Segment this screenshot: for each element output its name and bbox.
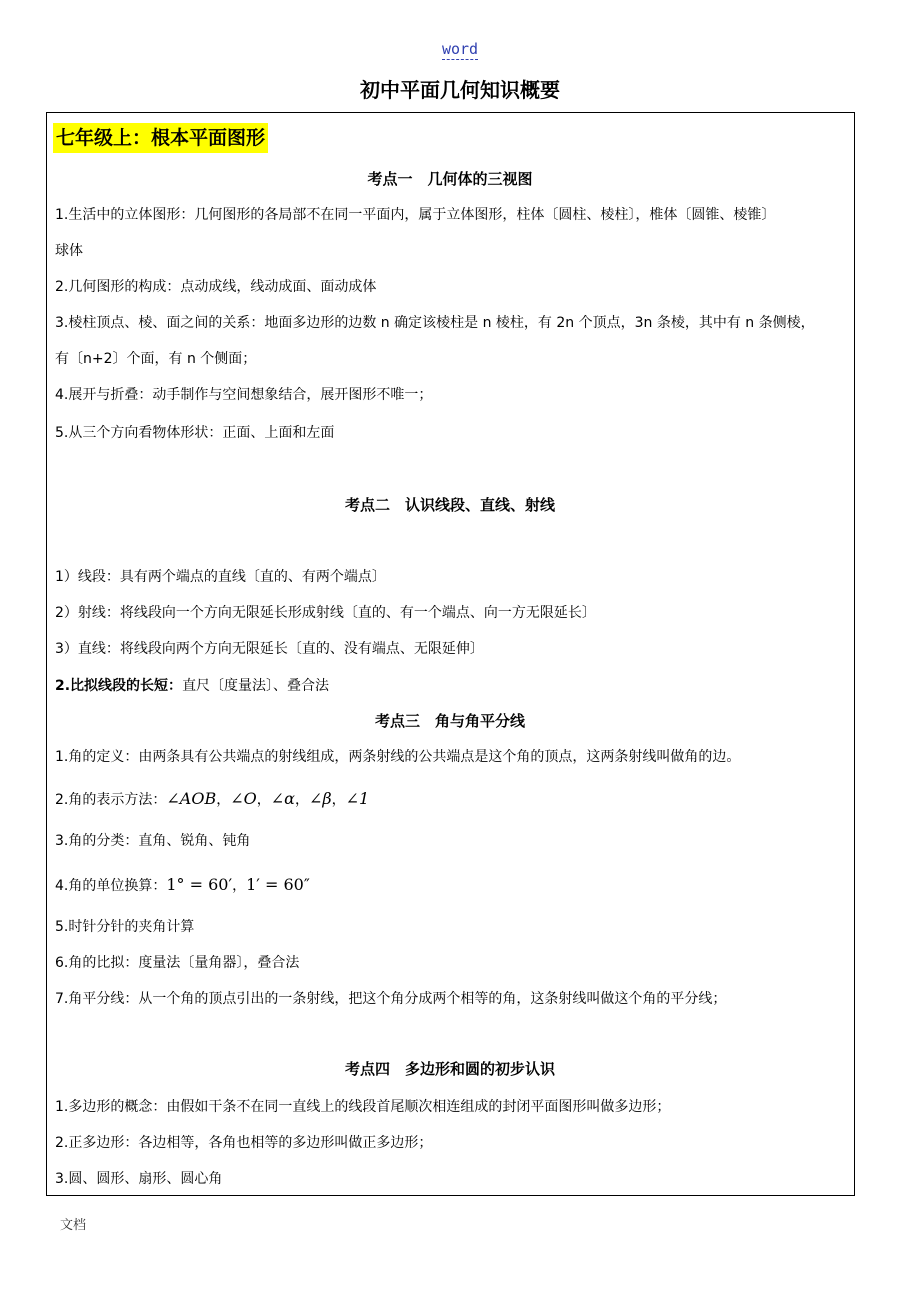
topic3-bisector: 7.角平分线：从一个角的顶点引出的一条射线，把这个角分成两个相等的角，这条射线叫做这个角的平分线； [55,991,727,1007]
header-word [0,40,920,58]
topic4-line: 3.圆、圆形、扇形、圆心角 [55,1171,223,1187]
section-title: 七年级上：根本平面图形 [53,123,268,153]
math-angle-beta: ∠β [308,789,332,808]
topic1-line: 4.展开与折叠：动手制作与空间想象结合，展开图形不唯一； [55,387,433,403]
topic4-line: 2.正多边形：各边相等，各角也相等的多边形叫做正多边形； [55,1135,433,1151]
math-angle-alpha: ∠α [270,789,295,808]
math-angle-o: ∠O [230,789,257,808]
header-word-text: word [441,40,479,58]
separator: ， [232,878,247,894]
topic3-classification: 3.角的分类：直角、锐角、钝角 [55,833,251,849]
topic1-line: 1.生活中的立体图形：几何图形的各局部不在同一平面内，属于立体图形，柱体〔圆柱、棱柱〕，椎体〔圆锥、棱锥〕 [55,207,776,223]
topic3-unit-conversion [55,875,850,896]
math-minute-conversion: 1′ = 60″ [246,875,310,894]
topic2-line: 3）直线：将线段向两个方向无限延长〔直的、没有端点、无限延伸〕 [55,641,484,657]
topic2-line: 1）线段：具有两个端点的直线〔直的、有两个端点〕 [55,569,386,585]
topic2-heading: 考点二 认识线段、直线、射线 [344,496,555,514]
topic4-heading: 考点四 多边形和圆的初步认识 [344,1060,555,1078]
topic2-line: 2）射线：将线段向一个方向无限延长形成射线〔直的、有一个端点、向一方无限延长〕 [55,605,596,621]
content-frame [46,112,855,1196]
topic3-repr-label: 2.角的表示方法： [55,792,167,808]
topic1-line: 球体 [55,243,83,259]
topic1-line: 5.从三个方向看物体形状：正面、上面和左面 [55,425,335,441]
topic2-compare-text: 直尺〔度量法〕、叠合法 [182,678,330,694]
separator: ， [331,792,346,808]
topic3-unit-label: 4.角的单位换算： [55,878,167,894]
topic3-compare: 6.角的比拟：度量法〔量角器〕，叠合法 [55,955,300,971]
math-angle-aob: ∠AOB [166,789,217,808]
footer-label: 文档 [60,1218,87,1233]
topic2-compare [55,676,850,696]
topic1-heading: 考点一 几何体的三视图 [367,170,533,188]
topic1-line: 有〔n+2〕个面，有 n 个侧面； [55,351,257,367]
topic1-line: 2.几何图形的构成：点动成线，线动成面、面动成体 [55,279,377,295]
topic3-representation [55,789,850,810]
separator: ， [256,792,271,808]
topic4-line: 1.多边形的概念：由假如干条不在同一直线上的线段首尾顺次相连组成的封闭平面图形叫做多边形； [55,1099,671,1115]
math-degree-conversion: 1° = 60′ [166,875,233,894]
separator: ， [294,792,309,808]
document-title: 初中平面几何知识概要 [360,78,560,102]
math-angle-1: ∠1 [345,789,370,808]
topic2-compare-label: 2.比拟线段的长短： [55,678,183,694]
topic3-definition: 1.角的定义：由两条具有公共端点的射线组成，两条射线的公共端点是这个角的顶点，这两条射线叫做角的边。 [55,749,741,765]
topic3-clock: 5.时针分针的夹角计算 [55,919,195,935]
separator: ， [216,792,231,808]
topic1-line: 3.棱柱顶点、棱、面之间的关系：地面多边形的边数 n 确定该棱柱是 n 棱柱，有 2n 个顶点，3n 条棱，其中有 n 条侧棱， [55,315,815,331]
topic3-heading: 考点三 角与角平分线 [374,712,525,730]
